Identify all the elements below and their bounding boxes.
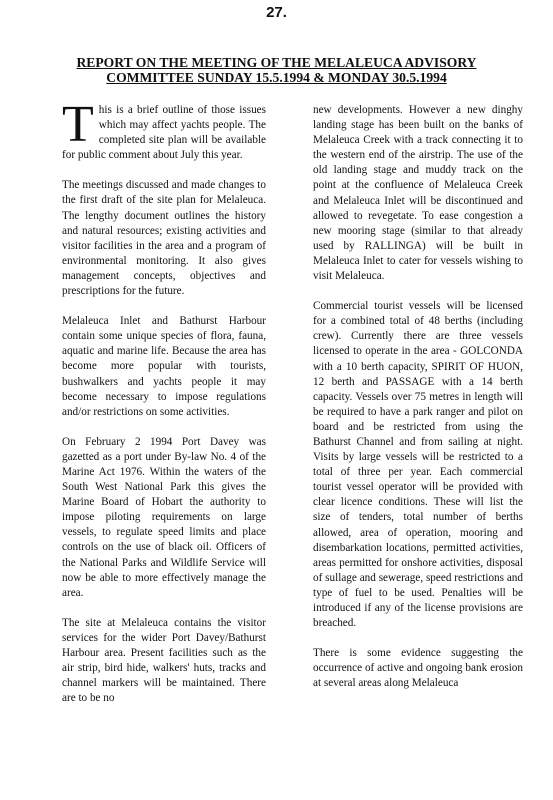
paragraph-intro-text: his is a brief outline of those issues which may affect yachts people. The completed site plan will be available for public comment about July this year.: [62, 104, 266, 162]
paragraph-visitor-services: The site at Melaleuca contains the visitor services for the wider Port Davey/Bathurst Harbour area. Present facilities such as the air strip, bird hide, walkers' huts, tracks and channel markers will be maintained. There are to be no: [62, 616, 266, 705]
left-column: [62, 96, 266, 721]
paragraph-port-davey: On February 2 1994 Port Davey was gazetted as a port under By-law No. 4 of the Marine Act 1976. Within the waters of the South West National Park this gives the Marine Board of Hobart the authority to impose piloting requirements on large vessels, to regulate speed limits and place controls on the use of black oil. Officers of the National Parks and Wildlife Service will now be able to more effectively manage the area.: [62, 435, 266, 599]
paragraph-inlet-species: Melaleuca Inlet and Bathurst Harbour contain some unique species of flora, fauna, aquatic and marine life. Because the area has become more popular with tourists, bushwalkers and yachts people it may become necessary to impose regulations and/or restrictions on some activities.: [62, 315, 266, 418]
drop-cap: T: [62, 96, 94, 153]
paragraph-new-developments: new developments. However a new dinghy landing stage has been built on the banks of Melaleuca Creek with a track connecting it to the western end of the airstrip. The use of the old landing stage and muddy track on the point at the confluence of Melaleuca Creek and Melaleuca Inlet will be discontinued and allowed to revegetate. To ease congestion a new mooring stage (similar to that already used by RALLINGA) will be built in Melaleuca Inlet to cater for vessels wishing to visit Melaleuca.: [313, 104, 523, 283]
paragraph-intro: [62, 96, 266, 163]
paragraph-commercial-vessels: Commercial tourist vessels will be licensed for a combined total of 48 berths (including crew). Currently there are three vessels licensed to operate in the area - GOLCONDA with a 10 berth capacity, SPIRIT OF HUON, 12 berth and PASSAGE with a 14 berth capacity. Vessels over 75 metres in length will be required to have a park ranger and pilot on board and be restricted from using the Bathurst Channel and from sailing at night. Visits by large vessels will be restricted to a total of three per year. Each commercial tourist vessel operator will be provided with clear licence conditions. These will list the size of tenders, total number of berths allowed, area of operation, mooring and disembarkation locations, permitted activities, areas permitted for onshore activities, disposal of sullage and sewerage, speed restrictions and type of fuel to be used. Penalties will be introduced if any of the license provisions are breached.: [313, 300, 523, 630]
report-title-line-2: COMMITTEE SUNDAY 15.5.1994 & MONDAY 30.5.1994: [106, 70, 447, 85]
paragraph-bank-erosion: There is some evidence suggesting the occurrence of active and ongoing bank erosion at several areas along Melaleuca: [313, 647, 523, 690]
report-title: [40, 55, 513, 85]
report-title-line-1: REPORT ON THE MEETING OF THE MELALEUCA ADVISORY: [76, 55, 477, 70]
paragraph-meetings: The meetings discussed and made changes to the first draft of the site plan for Melaleuca. The lengthy document outlines the history and natural resources; existing activities and visitor facilities in the area and a program of environmental monitoring. It also gives management concepts, objectives and prescriptions for the future.: [62, 179, 266, 298]
page-number: 27.: [266, 4, 287, 21]
right-column: [313, 103, 523, 706]
